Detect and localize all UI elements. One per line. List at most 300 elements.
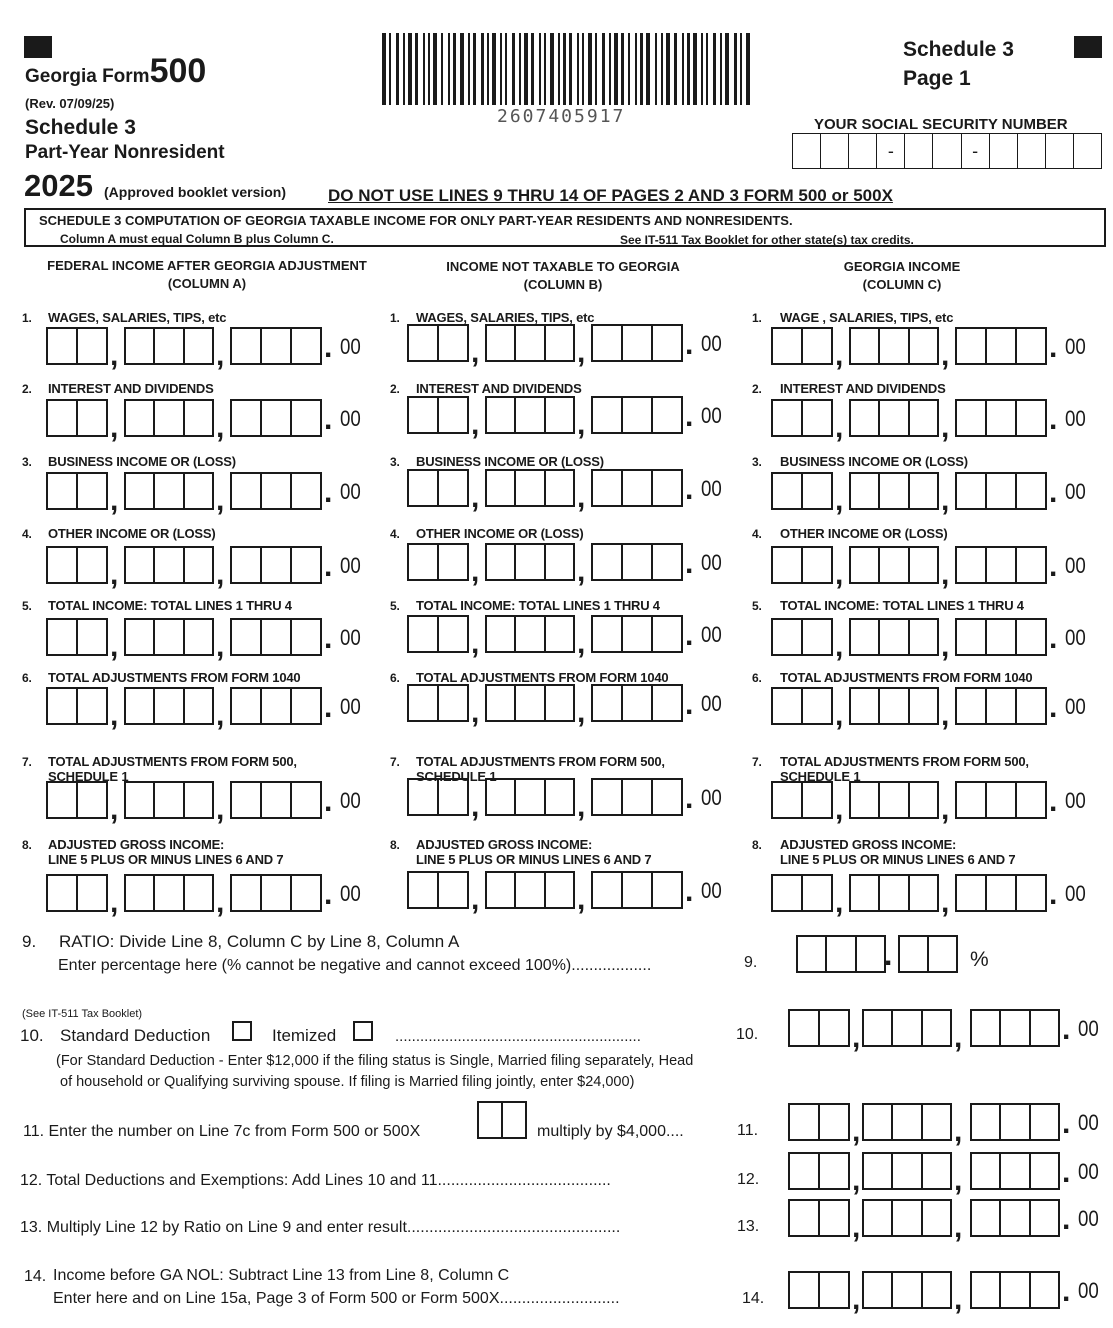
amount-digit-box[interactable] — [516, 326, 545, 360]
amount-digit-box[interactable] — [820, 1105, 848, 1139]
amount-digit-box[interactable] — [409, 545, 439, 579]
amount-digit-box[interactable] — [262, 876, 292, 910]
amount-digit-box[interactable] — [820, 1201, 848, 1235]
amount-digit-box[interactable] — [880, 474, 909, 508]
amount-digit-group[interactable] — [124, 472, 214, 510]
line14-amount[interactable] — [788, 1271, 1113, 1316]
amount-digit-box[interactable] — [880, 783, 909, 817]
amount-digit-group[interactable] — [788, 1103, 850, 1141]
amount-digit-box[interactable] — [546, 326, 573, 360]
amount-digit-group[interactable] — [485, 684, 575, 722]
amount-digit-box[interactable] — [773, 401, 803, 435]
amount-digit-box[interactable] — [653, 686, 681, 720]
amount-digit-group[interactable] — [407, 543, 469, 581]
line6-col-a-amount[interactable] — [46, 687, 396, 732]
amount-digit-box[interactable] — [439, 545, 467, 579]
amount-digit-box[interactable] — [987, 620, 1017, 654]
amount-digit-group[interactable] — [849, 472, 939, 510]
amount-digit-box[interactable] — [487, 873, 516, 907]
amount-digit-box[interactable] — [593, 326, 623, 360]
amount-digit-box[interactable] — [48, 329, 78, 363]
amount-digit-box[interactable] — [893, 1105, 922, 1139]
amount-digit-box[interactable] — [623, 471, 653, 505]
amount-digit-box[interactable] — [48, 548, 78, 582]
ssn-digit[interactable] — [1046, 134, 1074, 168]
amount-digit-box[interactable] — [893, 1154, 922, 1188]
amount-digit-box[interactable] — [851, 548, 880, 582]
amount-digit-box[interactable] — [78, 548, 106, 582]
amount-digit-box[interactable] — [292, 401, 320, 435]
amount-digit-box[interactable] — [1031, 1105, 1058, 1139]
amount-digit-box[interactable] — [292, 689, 320, 723]
amount-digit-group[interactable] — [407, 396, 469, 434]
amount-digit-box[interactable] — [1017, 474, 1045, 508]
amount-digit-box[interactable] — [790, 1154, 820, 1188]
amount-digit-box[interactable] — [546, 617, 573, 651]
amount-digit-group[interactable] — [849, 687, 939, 725]
amount-digit-box[interactable] — [957, 548, 987, 582]
amount-digit-box[interactable] — [1017, 783, 1045, 817]
amount-digit-group[interactable] — [591, 684, 683, 722]
amount-digit-box[interactable] — [185, 474, 212, 508]
ratio-whole-boxes[interactable] — [796, 935, 886, 973]
amount-digit-box[interactable] — [439, 398, 467, 432]
amount-digit-box[interactable] — [78, 474, 106, 508]
amount-digit-box[interactable] — [126, 783, 155, 817]
amount-digit-box[interactable] — [972, 1273, 1001, 1307]
amount-digit-group[interactable] — [771, 687, 833, 725]
amount-digit-group[interactable] — [955, 546, 1047, 584]
line7-col-c-amount[interactable] — [771, 781, 1113, 826]
amount-digit-box[interactable] — [893, 1011, 922, 1045]
amount-digit-box[interactable] — [790, 1011, 820, 1045]
amount-digit-box[interactable] — [880, 620, 909, 654]
amount-digit-box[interactable] — [232, 620, 262, 654]
amount-digit-box[interactable] — [803, 689, 831, 723]
amount-digit-box[interactable] — [803, 620, 831, 654]
amount-digit-box[interactable] — [487, 686, 516, 720]
amount-digit-box[interactable] — [126, 876, 155, 910]
amount-digit-box[interactable] — [1001, 1154, 1030, 1188]
amount-digit-group[interactable] — [485, 871, 575, 909]
amount-digit-box[interactable] — [972, 1201, 1001, 1235]
amount-digit-box[interactable] — [972, 1011, 1001, 1045]
amount-digit-box[interactable] — [439, 686, 467, 720]
amount-digit-group[interactable] — [230, 781, 322, 819]
amount-digit-group[interactable] — [771, 399, 833, 437]
amount-digit-box[interactable] — [516, 471, 545, 505]
line11-exemption-count[interactable] — [477, 1101, 527, 1139]
amount-digit-box[interactable] — [957, 783, 987, 817]
amount-digit-box[interactable] — [653, 780, 681, 814]
line6-col-c-amount[interactable] — [771, 687, 1113, 732]
amount-digit-group[interactable] — [46, 781, 108, 819]
amount-digit-group[interactable] — [955, 687, 1047, 725]
amount-digit-group[interactable] — [771, 874, 833, 912]
ssn-digit[interactable] — [1018, 134, 1046, 168]
amount-digit-box[interactable] — [409, 780, 439, 814]
amount-digit-box[interactable] — [185, 401, 212, 435]
amount-digit-box[interactable] — [155, 474, 184, 508]
amount-digit-box[interactable] — [803, 783, 831, 817]
amount-digit-group[interactable] — [955, 874, 1047, 912]
amount-digit-group[interactable] — [485, 396, 575, 434]
amount-digit-box[interactable] — [185, 620, 212, 654]
amount-digit-box[interactable] — [1017, 548, 1045, 582]
amount-digit-group[interactable] — [407, 615, 469, 653]
amount-digit-box[interactable] — [623, 617, 653, 651]
amount-digit-box[interactable] — [439, 873, 467, 907]
amount-digit-box[interactable] — [923, 1011, 950, 1045]
line1-col-a-amount[interactable] — [46, 327, 396, 372]
amount-digit-box[interactable] — [1031, 1273, 1058, 1307]
amount-digit-box[interactable] — [487, 326, 516, 360]
amount-digit-box[interactable] — [439, 326, 467, 360]
amount-digit-box[interactable] — [185, 689, 212, 723]
amount-digit-group[interactable] — [771, 618, 833, 656]
amount-digit-box[interactable] — [987, 329, 1017, 363]
ssn-digit[interactable] — [990, 134, 1018, 168]
amount-digit-group[interactable] — [771, 781, 833, 819]
exemption-count-boxes[interactable] — [477, 1101, 527, 1139]
amount-digit-group[interactable] — [788, 1199, 850, 1237]
amount-digit-box[interactable] — [1017, 620, 1045, 654]
line4-col-b-amount[interactable] — [407, 543, 757, 588]
amount-digit-box[interactable] — [957, 329, 987, 363]
amount-digit-group[interactable] — [407, 871, 469, 909]
amount-digit-group[interactable] — [46, 472, 108, 510]
amount-digit-box[interactable] — [78, 401, 106, 435]
amount-digit-box[interactable] — [773, 689, 803, 723]
amount-digit-box[interactable] — [516, 545, 545, 579]
amount-digit-box[interactable] — [546, 471, 573, 505]
amount-digit-box[interactable] — [155, 329, 184, 363]
amount-digit-group[interactable] — [407, 324, 469, 362]
amount-digit-group[interactable] — [407, 778, 469, 816]
amount-digit-box[interactable] — [487, 471, 516, 505]
amount-digit-box[interactable] — [593, 398, 623, 432]
amount-digit-group[interactable] — [849, 327, 939, 365]
line7-col-a-amount[interactable] — [46, 781, 396, 826]
amount-digit-box[interactable] — [623, 398, 653, 432]
amount-digit-box[interactable] — [409, 471, 439, 505]
amount-digit-box[interactable] — [1031, 1201, 1058, 1235]
amount-digit-box[interactable] — [593, 780, 623, 814]
amount-digit-group[interactable] — [485, 324, 575, 362]
amount-digit-group[interactable] — [788, 1271, 850, 1309]
amount-digit-box[interactable] — [409, 873, 439, 907]
line5-col-a-amount[interactable] — [46, 618, 396, 663]
amount-digit-box[interactable] — [1017, 876, 1045, 910]
amount-digit-group[interactable] — [46, 327, 108, 365]
amount-digit-box[interactable] — [910, 783, 937, 817]
amount-digit-box[interactable] — [292, 783, 320, 817]
amount-digit-box[interactable] — [987, 548, 1017, 582]
amount-digit-box[interactable] — [126, 401, 155, 435]
amount-digit-box[interactable] — [155, 620, 184, 654]
amount-digit-group[interactable] — [591, 778, 683, 816]
amount-digit-box[interactable] — [957, 620, 987, 654]
amount-digit-box[interactable] — [773, 329, 803, 363]
amount-digit-box[interactable] — [292, 474, 320, 508]
amount-digit-box[interactable] — [957, 474, 987, 508]
amount-digit-box[interactable] — [48, 620, 78, 654]
amount-digit-group[interactable] — [124, 399, 214, 437]
amount-digit-box[interactable] — [439, 617, 467, 651]
amount-digit-box[interactable] — [487, 780, 516, 814]
amount-digit-box[interactable] — [803, 401, 831, 435]
line11-amount[interactable] — [788, 1103, 1113, 1148]
line3-col-b-amount[interactable] — [407, 469, 757, 514]
line4-col-c-amount[interactable] — [771, 546, 1113, 591]
amount-digit-box[interactable] — [409, 398, 439, 432]
amount-digit-group[interactable] — [591, 543, 683, 581]
amount-digit-box[interactable] — [851, 620, 880, 654]
amount-digit-box[interactable] — [185, 329, 212, 363]
ssn-digit[interactable] — [821, 134, 849, 168]
amount-digit-box[interactable] — [910, 876, 937, 910]
amount-digit-group[interactable] — [862, 1271, 952, 1309]
amount-digit-box[interactable] — [1017, 689, 1045, 723]
ratio-decimal-boxes[interactable] — [898, 935, 958, 973]
amount-digit-box[interactable] — [232, 401, 262, 435]
amount-digit-group[interactable] — [46, 618, 108, 656]
amount-digit-box[interactable] — [893, 1273, 922, 1307]
amount-digit-group[interactable] — [771, 472, 833, 510]
amount-digit-box[interactable] — [803, 474, 831, 508]
amount-digit-box[interactable] — [987, 474, 1017, 508]
amount-digit-box[interactable] — [972, 1105, 1001, 1139]
amount-digit-group[interactable] — [771, 546, 833, 584]
amount-digit-box[interactable] — [1031, 1011, 1058, 1045]
line7-col-b-amount[interactable] — [407, 778, 757, 823]
amount-digit-box[interactable] — [232, 474, 262, 508]
amount-digit-group[interactable] — [230, 546, 322, 584]
amount-digit-group[interactable] — [849, 874, 939, 912]
amount-digit-box[interactable] — [262, 474, 292, 508]
amount-digit-group[interactable] — [407, 469, 469, 507]
amount-digit-box[interactable] — [923, 1154, 950, 1188]
line3-col-c-amount[interactable] — [771, 472, 1113, 517]
amount-digit-box[interactable] — [851, 329, 880, 363]
amount-digit-group[interactable] — [230, 874, 322, 912]
amount-digit-box[interactable] — [292, 548, 320, 582]
amount-digit-box[interactable] — [126, 620, 155, 654]
amount-digit-box[interactable] — [773, 620, 803, 654]
line2-col-a-amount[interactable] — [46, 399, 396, 444]
line1-col-c-amount[interactable] — [771, 327, 1113, 372]
amount-digit-box[interactable] — [292, 876, 320, 910]
amount-digit-box[interactable] — [292, 329, 320, 363]
ssn-digit[interactable] — [849, 134, 877, 168]
amount-digit-box[interactable] — [820, 1011, 848, 1045]
amount-digit-group[interactable] — [862, 1199, 952, 1237]
line1-col-b-amount[interactable] — [407, 324, 757, 369]
line8-col-a-amount[interactable] — [46, 874, 396, 919]
amount-digit-group[interactable] — [230, 327, 322, 365]
amount-digit-box[interactable] — [820, 1154, 848, 1188]
amount-digit-box[interactable] — [880, 401, 909, 435]
amount-digit-box[interactable] — [185, 876, 212, 910]
amount-digit-box[interactable] — [910, 620, 937, 654]
amount-digit-box[interactable] — [923, 1201, 950, 1235]
amount-digit-group[interactable] — [970, 1009, 1060, 1047]
amount-digit-box[interactable] — [487, 617, 516, 651]
amount-digit-box[interactable] — [803, 548, 831, 582]
amount-digit-box[interactable] — [880, 876, 909, 910]
amount-digit-group[interactable] — [230, 399, 322, 437]
amount-digit-box[interactable] — [546, 545, 573, 579]
amount-digit-box[interactable] — [623, 326, 653, 360]
line8-col-c-amount[interactable] — [771, 874, 1113, 919]
amount-digit-box[interactable] — [546, 873, 573, 907]
amount-digit-group[interactable] — [862, 1009, 952, 1047]
amount-digit-box[interactable] — [910, 329, 937, 363]
standard-deduction-checkbox[interactable] — [232, 1021, 252, 1041]
line9-ratio-field[interactable] — [796, 935, 966, 975]
amount-digit-box[interactable] — [790, 1273, 820, 1307]
amount-digit-group[interactable] — [849, 781, 939, 819]
line10-amount[interactable] — [788, 1009, 1113, 1054]
amount-digit-box[interactable] — [292, 620, 320, 654]
amount-digit-box[interactable] — [987, 689, 1017, 723]
amount-digit-group[interactable] — [124, 546, 214, 584]
amount-digit-box[interactable] — [864, 1011, 893, 1045]
line13-amount[interactable] — [788, 1199, 1113, 1244]
amount-digit-group[interactable] — [591, 615, 683, 653]
amount-digit-box[interactable] — [1001, 1273, 1030, 1307]
amount-digit-box[interactable] — [653, 326, 681, 360]
amount-digit-box[interactable] — [48, 474, 78, 508]
amount-digit-box[interactable] — [623, 873, 653, 907]
amount-digit-group[interactable] — [955, 327, 1047, 365]
amount-digit-box[interactable] — [516, 686, 545, 720]
amount-digit-box[interactable] — [1001, 1105, 1030, 1139]
amount-digit-group[interactable] — [771, 327, 833, 365]
amount-digit-group[interactable] — [407, 684, 469, 722]
ssn-digit[interactable] — [1074, 134, 1101, 168]
amount-digit-box[interactable] — [78, 876, 106, 910]
amount-digit-box[interactable] — [409, 326, 439, 360]
amount-digit-box[interactable] — [546, 780, 573, 814]
amount-digit-box[interactable] — [516, 780, 545, 814]
amount-digit-box[interactable] — [893, 1201, 922, 1235]
amount-digit-box[interactable] — [653, 617, 681, 651]
amount-digit-box[interactable] — [487, 545, 516, 579]
amount-digit-box[interactable] — [790, 1201, 820, 1235]
amount-digit-group[interactable] — [485, 778, 575, 816]
amount-digit-box[interactable] — [232, 876, 262, 910]
amount-digit-box[interactable] — [864, 1273, 893, 1307]
amount-digit-box[interactable] — [593, 873, 623, 907]
amount-digit-box[interactable] — [155, 689, 184, 723]
line2-col-b-amount[interactable] — [407, 396, 757, 441]
amount-digit-group[interactable] — [485, 615, 575, 653]
amount-digit-box[interactable] — [864, 1105, 893, 1139]
amount-digit-box[interactable] — [880, 329, 909, 363]
amount-digit-box[interactable] — [653, 545, 681, 579]
line8-col-b-amount[interactable] — [407, 871, 757, 916]
amount-digit-box[interactable] — [232, 783, 262, 817]
amount-digit-box[interactable] — [593, 545, 623, 579]
amount-digit-box[interactable] — [78, 783, 106, 817]
amount-digit-box[interactable] — [923, 1105, 950, 1139]
amount-digit-group[interactable] — [46, 874, 108, 912]
amount-digit-box[interactable] — [439, 780, 467, 814]
amount-digit-group[interactable] — [955, 781, 1047, 819]
amount-digit-box[interactable] — [262, 783, 292, 817]
amount-digit-box[interactable] — [773, 876, 803, 910]
amount-digit-box[interactable] — [155, 548, 184, 582]
amount-digit-box[interactable] — [957, 689, 987, 723]
amount-digit-group[interactable] — [955, 399, 1047, 437]
amount-digit-box[interactable] — [232, 548, 262, 582]
amount-digit-group[interactable] — [970, 1271, 1060, 1309]
amount-digit-box[interactable] — [790, 1105, 820, 1139]
amount-digit-box[interactable] — [155, 876, 184, 910]
amount-digit-group[interactable] — [591, 871, 683, 909]
amount-digit-group[interactable] — [955, 618, 1047, 656]
amount-digit-group[interactable] — [970, 1152, 1060, 1190]
amount-digit-box[interactable] — [126, 689, 155, 723]
amount-digit-group[interactable] — [970, 1103, 1060, 1141]
line2-col-c-amount[interactable] — [771, 399, 1113, 444]
amount-digit-group[interactable] — [124, 618, 214, 656]
amount-digit-group[interactable] — [124, 781, 214, 819]
amount-digit-box[interactable] — [516, 398, 545, 432]
amount-digit-group[interactable] — [955, 472, 1047, 510]
amount-digit-box[interactable] — [262, 329, 292, 363]
amount-digit-group[interactable] — [485, 543, 575, 581]
amount-digit-box[interactable] — [803, 876, 831, 910]
amount-digit-box[interactable] — [923, 1273, 950, 1307]
amount-digit-box[interactable] — [516, 873, 545, 907]
ssn-digit[interactable] — [793, 134, 821, 168]
amount-digit-box[interactable] — [864, 1201, 893, 1235]
amount-digit-box[interactable] — [910, 548, 937, 582]
amount-digit-box[interactable] — [262, 620, 292, 654]
amount-digit-box[interactable] — [232, 329, 262, 363]
amount-digit-box[interactable] — [1017, 329, 1045, 363]
amount-digit-box[interactable] — [126, 474, 155, 508]
amount-digit-box[interactable] — [910, 401, 937, 435]
amount-digit-box[interactable] — [972, 1154, 1001, 1188]
amount-digit-box[interactable] — [185, 783, 212, 817]
amount-digit-box[interactable] — [155, 401, 184, 435]
amount-digit-box[interactable] — [851, 783, 880, 817]
amount-digit-box[interactable] — [48, 689, 78, 723]
amount-digit-group[interactable] — [591, 396, 683, 434]
amount-digit-box[interactable] — [516, 617, 545, 651]
amount-digit-group[interactable] — [862, 1103, 952, 1141]
amount-digit-box[interactable] — [1017, 401, 1045, 435]
amount-digit-box[interactable] — [773, 474, 803, 508]
amount-digit-group[interactable] — [46, 399, 108, 437]
amount-digit-box[interactable] — [623, 545, 653, 579]
amount-digit-group[interactable] — [485, 469, 575, 507]
amount-digit-box[interactable] — [910, 474, 937, 508]
amount-digit-box[interactable] — [1001, 1201, 1030, 1235]
amount-digit-box[interactable] — [262, 401, 292, 435]
line5-col-c-amount[interactable] — [771, 618, 1113, 663]
line6-col-b-amount[interactable] — [407, 684, 757, 729]
amount-digit-group[interactable] — [849, 618, 939, 656]
amount-digit-box[interactable] — [864, 1154, 893, 1188]
amount-digit-box[interactable] — [593, 617, 623, 651]
amount-digit-box[interactable] — [880, 548, 909, 582]
amount-digit-group[interactable] — [862, 1152, 952, 1190]
amount-digit-box[interactable] — [987, 876, 1017, 910]
